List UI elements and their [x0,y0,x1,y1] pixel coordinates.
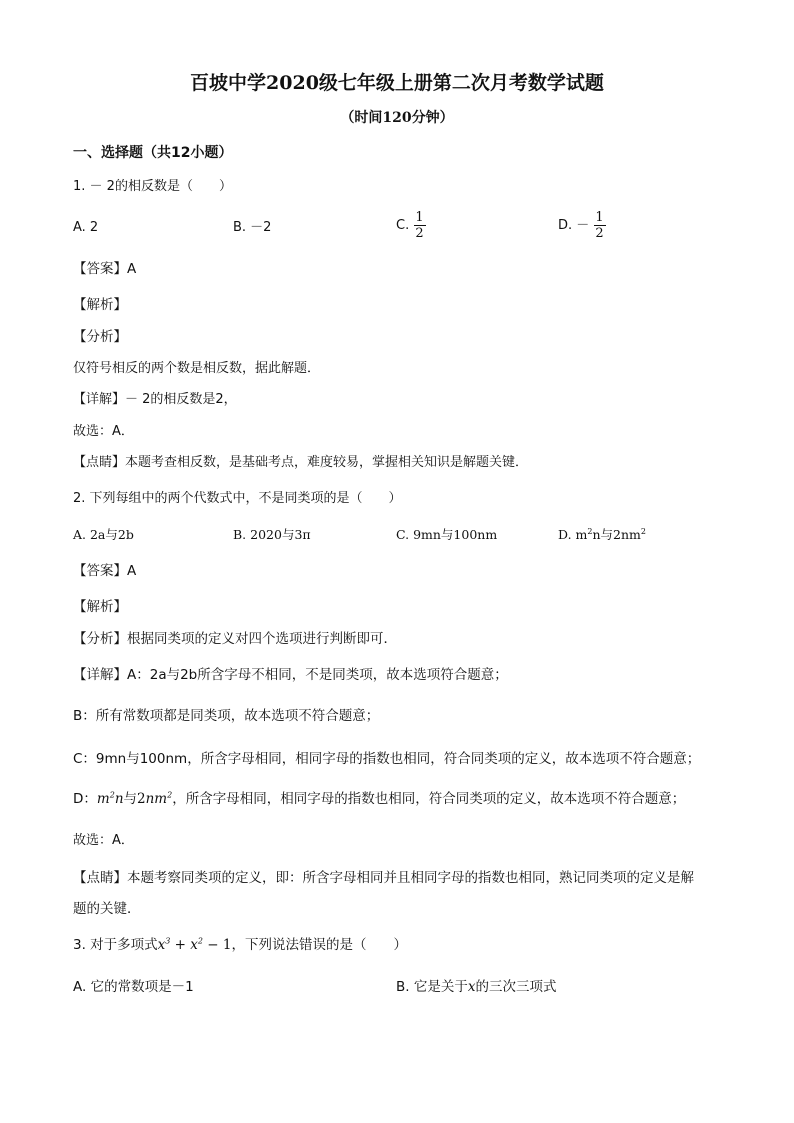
exponent: 2 [640,526,646,536]
q1-option-a: A. 2 [73,220,99,235]
exponent: 2 [587,526,593,536]
q1-detail: 【详解】－ 2的相反数是2， [73,392,237,407]
q2-comment-line2: 题的关键． [73,901,141,917]
math-operator: − 1 [203,937,232,953]
q1-fenxi-text: 仅符号相反的两个数是相反数，据此解题． [73,361,321,376]
math-expression: 2 [137,791,146,807]
q1-option-d [558,210,606,241]
math-expression: $nm^2$ [145,790,173,807]
q3-option-b-suffix: 的三次三项式 [475,979,557,995]
q2-option-d-part2: n与2nm [592,527,641,542]
fraction-denominator: 2 [595,226,604,241]
q1-option-c-fraction [413,210,425,241]
q1-comment: 【点睛】本题考查相反数，是基础考点，难度较易，掌握相关知识是解题关键． [73,455,529,470]
q3-stem-prefix: 3. 对于多项式 [73,937,158,953]
q2-choice: 故选：A． [73,833,134,848]
q1-option-b: B. －2 [233,220,272,235]
q3-stem-suffix: ，下列说法错误的是（ ） [231,937,407,953]
q2-analysis-label: 【解析】 [73,599,127,615]
fraction-numerator: 1 [595,210,604,225]
math-expression: $m^2n$ [96,790,124,807]
fraction-denominator: 2 [415,226,424,241]
q2-option-a: A. 2a与2b [73,527,134,542]
page-subtitle: （时间120分钟） [340,110,454,126]
q2-detail-d: D：$m^2n$与$2nm^2$，所含字母相同，相同字母的指数也相同，符合同类项的定义，故本选项不符合题意； [73,790,686,807]
fraction-numerator: 1 [415,210,424,225]
q3-option-b-prefix: B. 它是关于 [396,979,468,995]
math-expression: $x^3$ [157,936,171,953]
q2-fenxi: 【分析】根据同类项的定义对四个选项进行判断即可． [73,631,397,647]
q2-option-c: C. 9mn与100nm [396,527,498,542]
page-title: 百坡中学2020级七年级上册第二次月考数学试题 [190,72,604,94]
q2-detail-d-label: D： [73,791,97,807]
q3-option-a: A. 它的常数项是－1 [73,979,194,995]
q1-stem: 1. － 2的相反数是（ ） [73,179,232,194]
math-variable: x [467,979,476,995]
q1-choice: 故选：A． [73,424,134,439]
q3-option-b [396,978,556,996]
math-expression: $x^2$ [190,936,204,953]
q1-option-c [396,210,426,241]
q2-answer: 【答案】A [73,563,137,579]
q2-option-b: B. 2020与3π [233,527,311,542]
q2-detail: 【详解】A：2a与2b所含字母不相同，不是同类项，故本选项符合题意； [73,667,508,683]
q2-detail-c: C：9mn与100nm，所含字母相同，相同字母的指数也相同，符合同类项的定义，故本选项不符合题意； [73,751,701,767]
q2-comment-line1: 【点睛】本题考察同类项的定义，即：所含字母相同并且相同字母的指数也相同，熟记同类项的定义是解 [73,870,694,886]
q2-detail-d-text: ，所含字母相同，相同字母的指数也相同，符合同类项的定义，故本选项不符合题意； [172,791,686,807]
q1-analysis-label: 【解析】 [73,297,127,313]
q2-option-d [558,526,646,544]
q1-option-c-label: C. [396,218,410,233]
q1-fenxi-label: 【分析】 [73,329,127,345]
q2-option-d-part1: D. m [558,527,588,542]
q3-stem [73,936,407,954]
q1-option-d-label: D. － [558,218,590,233]
q1-option-d-fraction [593,210,605,241]
q2-stem: 2. 下列每组中的两个代数式中，不是同类项的是（ ） [73,491,402,506]
q2-detail-b: B：所有常数项都是同类项，故本选项不符合题意； [73,708,380,724]
math-operator: + [170,937,191,953]
q1-answer: 【答案】A [73,261,137,277]
section-heading: 一、选择题（共12小题） [73,145,233,161]
